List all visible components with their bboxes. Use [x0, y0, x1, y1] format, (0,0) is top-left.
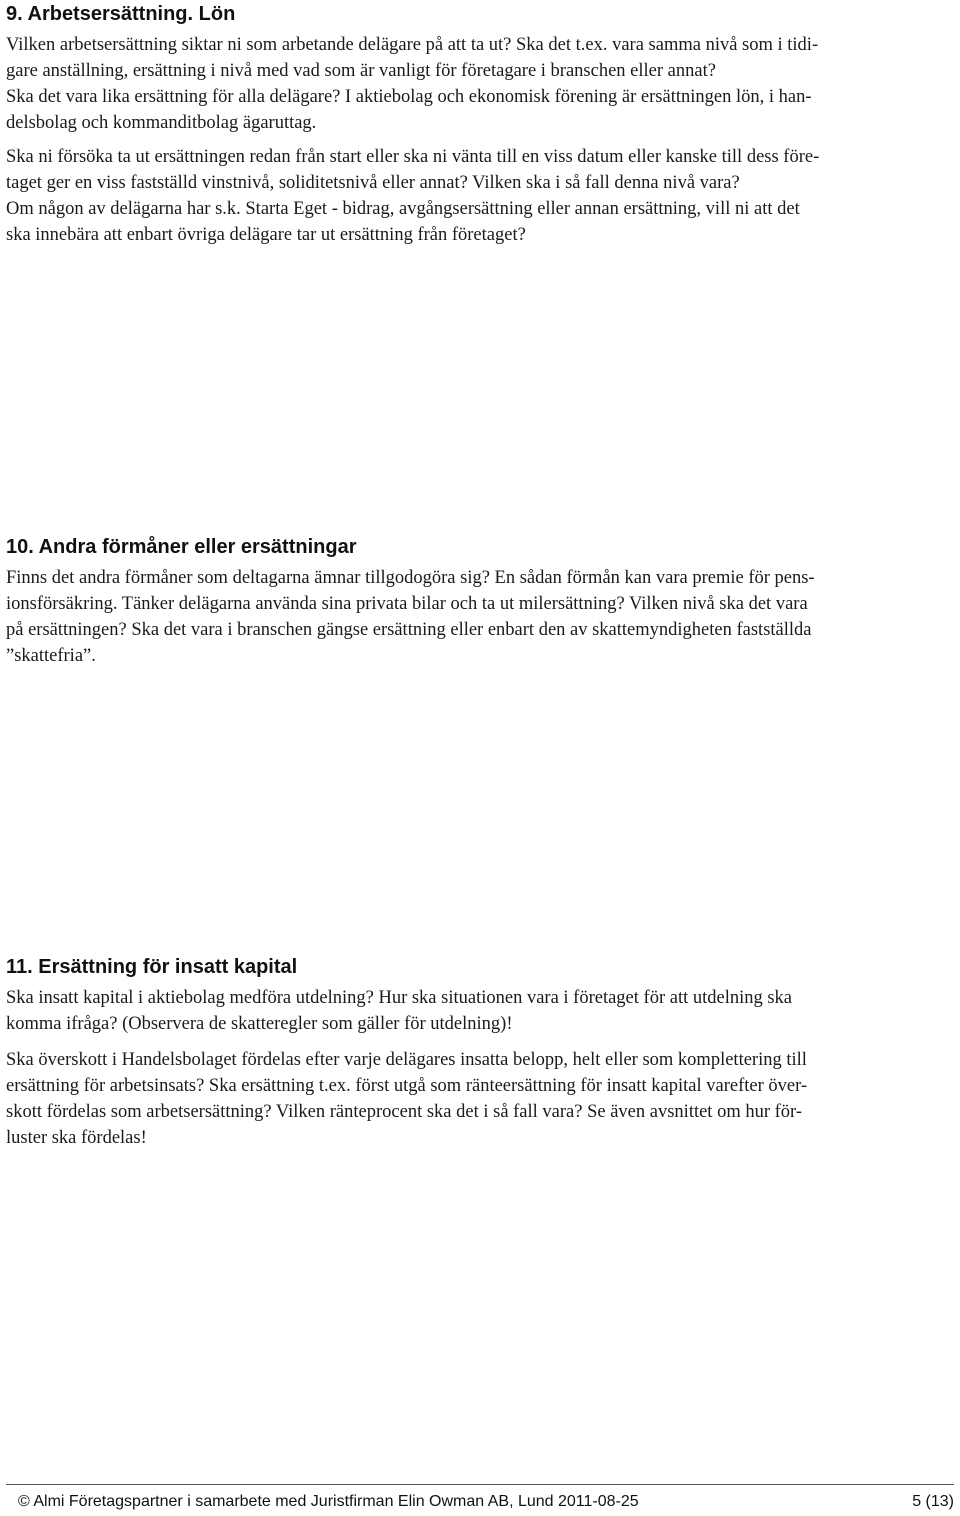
text-line: ersättning för arbetsinsats? Ska ersättning t.ex. först utgå som ränteersättning för insatt kapital varefter över-	[6, 1076, 808, 1096]
text-line: gare anställning, ersättning i nivå med vad som är vanligt för företagare i branschen eller annat?	[6, 61, 716, 81]
text-line: ska innebära att enbart övriga delägare tar ut ersättning från företaget?	[6, 225, 526, 245]
section-9-paragraph-2	[6, 144, 954, 248]
section-heading-10: 10. Andra förmåner eller ersättningar	[6, 536, 357, 558]
text-line: taget ger en viss fastställd vinstnivå, soliditetsnivå eller annat? Vilken ska i så fall denna nivå vara?	[6, 173, 740, 193]
section-10-paragraph-1	[6, 565, 954, 669]
page-number: 5 (13)	[912, 1493, 954, 1510]
text-line: Ska ni försöka ta ut ersättningen redan från start eller ska ni vänta till en viss datum eller kanske till dess före-	[6, 147, 820, 167]
text-line: komma ifråga? (Observera de skatteregler som gäller för utdelning)!	[6, 1014, 513, 1034]
page-footer	[6, 1491, 954, 1513]
text-line: Vilken arbetsersättning siktar ni som arbetande delägare på att ta ut? Ska det t.ex. vara samma nivå som i tidi-	[6, 35, 819, 55]
text-line: skott fördelas som arbetsersättning? Vilken ränteprocent ska det i så fall vara? Se även avsnittet om hur för-	[6, 1102, 802, 1122]
text-line: Ska det vara lika ersättning för alla delägare? I aktiebolag och ekonomisk förening är ersättningen lön, i han-	[6, 87, 812, 107]
footer-divider	[6, 1484, 954, 1485]
section-11-paragraph-2	[6, 1047, 954, 1151]
text-line: Om någon av delägarna har s.k. Starta Eget - bidrag, avgångsersättning eller annan ersättning, vill ni att det	[6, 199, 800, 219]
section-11-paragraph-1	[6, 985, 954, 1037]
text-line: ionsförsäkring. Tänker delägarna använda sina privata bilar och ta ut milersättning? Vilken nivå ska det vara	[6, 594, 808, 614]
text-line: Finns det andra förmåner som deltagarna ämnar tillgodogöra sig? En sådan förmån kan vara premie för pens-	[6, 568, 815, 588]
text-line: på ersättningen? Ska det vara i branschen gängse ersättning eller enbart den av skattemyndigheten fastställda	[6, 620, 812, 640]
text-line: ”skattefria”.	[6, 646, 96, 666]
text-line: Ska insatt kapital i aktiebolag medföra utdelning? Hur ska situationen vara i företaget för att utdelning ska	[6, 988, 793, 1008]
section-heading-11: 11. Ersättning för insatt kapital	[6, 956, 298, 978]
section-heading-9: 9. Arbetsersättning. Lön	[6, 3, 236, 25]
section-9-paragraph-1	[6, 32, 954, 136]
text-line: delsbolag och kommanditbolag ägaruttag.	[6, 113, 317, 133]
text-line: Ska överskott i Handelsbolaget fördelas efter varje delägares insatta belopp, helt eller som komplettering till	[6, 1050, 807, 1070]
footer-copyright: © Almi Företagspartner i samarbete med Juristfirman Elin Owman AB, Lund 2011-08-25	[18, 1493, 639, 1510]
text-line: luster ska fördelas!	[6, 1128, 147, 1148]
